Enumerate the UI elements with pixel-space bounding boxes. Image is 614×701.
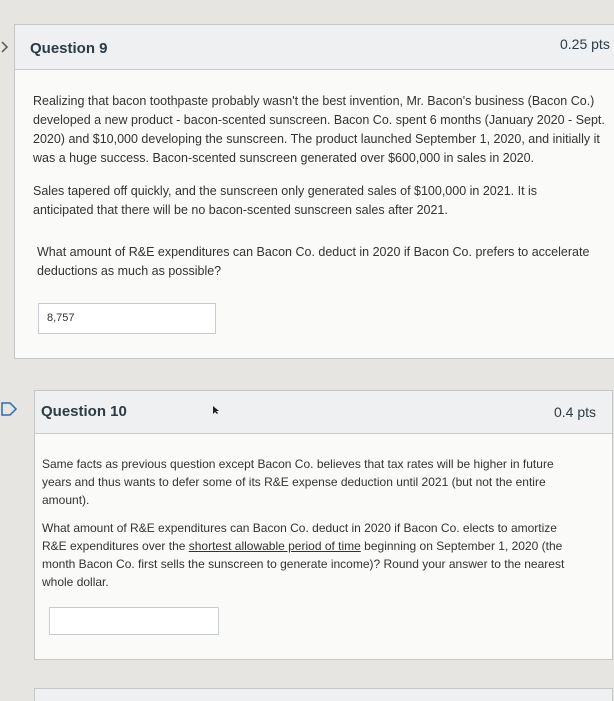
question-10-card: [34, 390, 613, 660]
question-10-answer-input[interactable]: [49, 607, 219, 635]
question-9-answer-input[interactable]: 8,757: [38, 303, 216, 334]
mouse-cursor-icon: [212, 405, 220, 415]
question-10-prompt-end: beginning on September 1, 2020 (the month Bacon Co. first sells the sunscreen to generate income)? Round your answer to the nearest whole dollar.: [42, 539, 565, 589]
question-9-title: Question 9: [30, 40, 108, 57]
question-9-header: [15, 25, 614, 70]
flag-question-icon[interactable]: [0, 401, 18, 417]
question-9-prompt: What amount of R&E expenditures can Bacon Co. deduct in 2020 if Bacon Co. prefers to accelerate deductions as much as possible?: [37, 245, 590, 278]
question-10-header: [35, 391, 612, 434]
question-10-paragraph-1: Same facts as previous question except Bacon Co. believes that tax rates will be higher in future years and thus wants to defer some of its R&E expense deduction until 2021 (but not the entire amount).: [42, 457, 554, 507]
question-10-prompt: [42, 519, 580, 591]
question-9-paragraph-1: Realizing that bacon toothpaste probably wasn't the best invention, Mr. Bacon's business (Bacon Co.) developed a new product - bacon-scented sunscreen. Bacon Co. spent 6 months (January 2020 - Sept. 2020) and $10,000 developing the sunscreen. The product launched September 1, 2020, and initially it was a huge success. Bacon-scented sunscreen generated over $600,000 in sales in 2020.: [33, 94, 605, 165]
question-9-points: 0.25 pts: [560, 36, 610, 52]
chevron-right-icon: [0, 40, 10, 54]
question-9-card: [14, 24, 614, 359]
question-10-prompt-start: What amount of R&E expenditures can Bacon Co. deduct in 2020 if Bacon Co. elects to amortize R&E expenditures over the: [42, 521, 557, 553]
question-10-title: Question 10: [41, 403, 127, 420]
next-question-card-edge: [34, 688, 613, 701]
question-10-points: 0.4 pts: [554, 404, 597, 420]
question-9-paragraph-2: Sales tapered off quickly, and the sunscreen only generated sales of $100,000 in 2021. It is anticipated that there will be no bacon-scented sunscreen sales after 2021.: [33, 184, 538, 217]
shortest-period-link[interactable]: shortest allowable period of time: [188, 539, 361, 553]
